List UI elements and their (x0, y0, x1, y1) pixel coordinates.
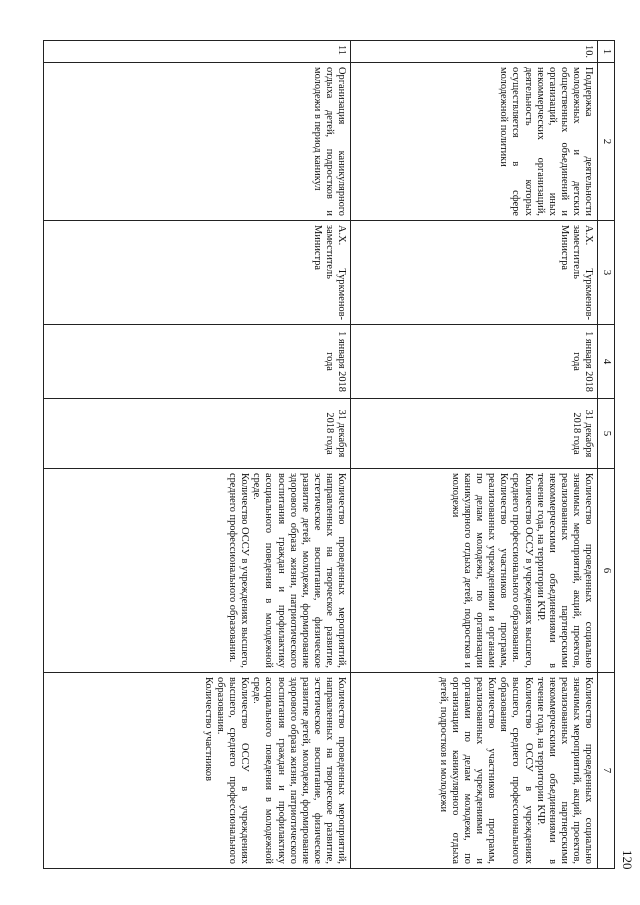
indicator-text: Количество проведенных мероприятий, направленных на творческое развитие, эстетическое воспитание, физическое развитие детей, молодежи, формирование здорового образа жизни, патриотического воспитания граждан и профилактику асоциального поведения в молодежной среде. (251, 473, 347, 668)
row-number: 10. (351, 41, 598, 63)
column-header: 2 (598, 63, 615, 221)
responsible-cell: А.Х. Туркменов-заместитель Министра (351, 221, 598, 325)
indicators-cell (351, 469, 598, 673)
result-text: Количество проведенных социально значимых мероприятий, акций, проектов, реализованных партнерскими некоммерческими объединениями в течение года, на территории КЧР. (534, 677, 594, 864)
activity-cell: Поддержка деятельности молодежных и детских общественных объединений и организаций, иных некоммерческих организаций, деятельность которых осуществляется в сфере молодежной политики (351, 63, 598, 221)
column-number-row (598, 41, 615, 869)
column-header: 4 (598, 325, 615, 399)
indicator-text: Количество ОССУ в учреждениях высшего, среднего профессионального образования. (510, 473, 534, 668)
responsible-cell: А.Х. Туркменов-заместитель Министра (44, 221, 351, 325)
column-header: 6 (598, 469, 615, 673)
start-date-cell: 1 января 2018 года (44, 325, 351, 399)
column-header: 3 (598, 221, 615, 325)
table-row (44, 41, 351, 869)
result-text: Количество участников (202, 677, 214, 782)
table-row (351, 41, 598, 869)
plan-table (43, 40, 615, 869)
column-header: 5 (598, 399, 615, 469)
result-text: Количество ОССУ в учреждениях высшего, среднего профессионального образования. (215, 677, 251, 864)
indicator-text: Количество ОССУ в учреждениях высшего, среднего профессионального образования. (227, 473, 251, 668)
result-text: Количество участников программ, реализованных учреждениями и органами по делам молодежи, по организации каникулярного отдыха детей, подростков и молодежи (437, 677, 498, 864)
row-number: 11 (44, 41, 351, 63)
indicator-text: Количество участников программ, реализованных учреждениями и органами по делам молодежи, по организации каникулярного отдыха детей, подростков и молодежи (449, 473, 510, 668)
start-date-cell: 1 января 2018 года (351, 325, 598, 399)
end-date-cell: 31 декабря 2018 года (44, 399, 351, 469)
column-header: 1 (598, 41, 615, 63)
results-cell (44, 673, 351, 869)
column-header: 7 (598, 673, 615, 869)
result-text: Количество проведенных мероприятий, направленных на творческое развитие, эстетическое воспитание, физическое развитие детей, молодежи, формирование здорового образа жизни, патриотического воспитания граждан и профилактику асоциального поведения в молодежной среде. (251, 677, 347, 864)
activity-cell: Организация каникулярного отдыха детей, подростков и молодежи в период каникул (44, 63, 351, 221)
indicator-text: Количество проведенных социально значимых мероприятий, акций, проектов, реализованных партнерскими некоммерческими объединениями в течение года, на территории КЧР. (534, 473, 594, 668)
results-cell (351, 673, 598, 869)
result-text: Количество ОССУ в учреждениях высшего, среднего профессионального образования (498, 677, 534, 864)
end-date-cell: 31 декабря 2018 года (351, 399, 598, 469)
rotated-page (37, 32, 637, 874)
indicators-cell (44, 469, 351, 673)
page-number: 120 (620, 850, 635, 870)
